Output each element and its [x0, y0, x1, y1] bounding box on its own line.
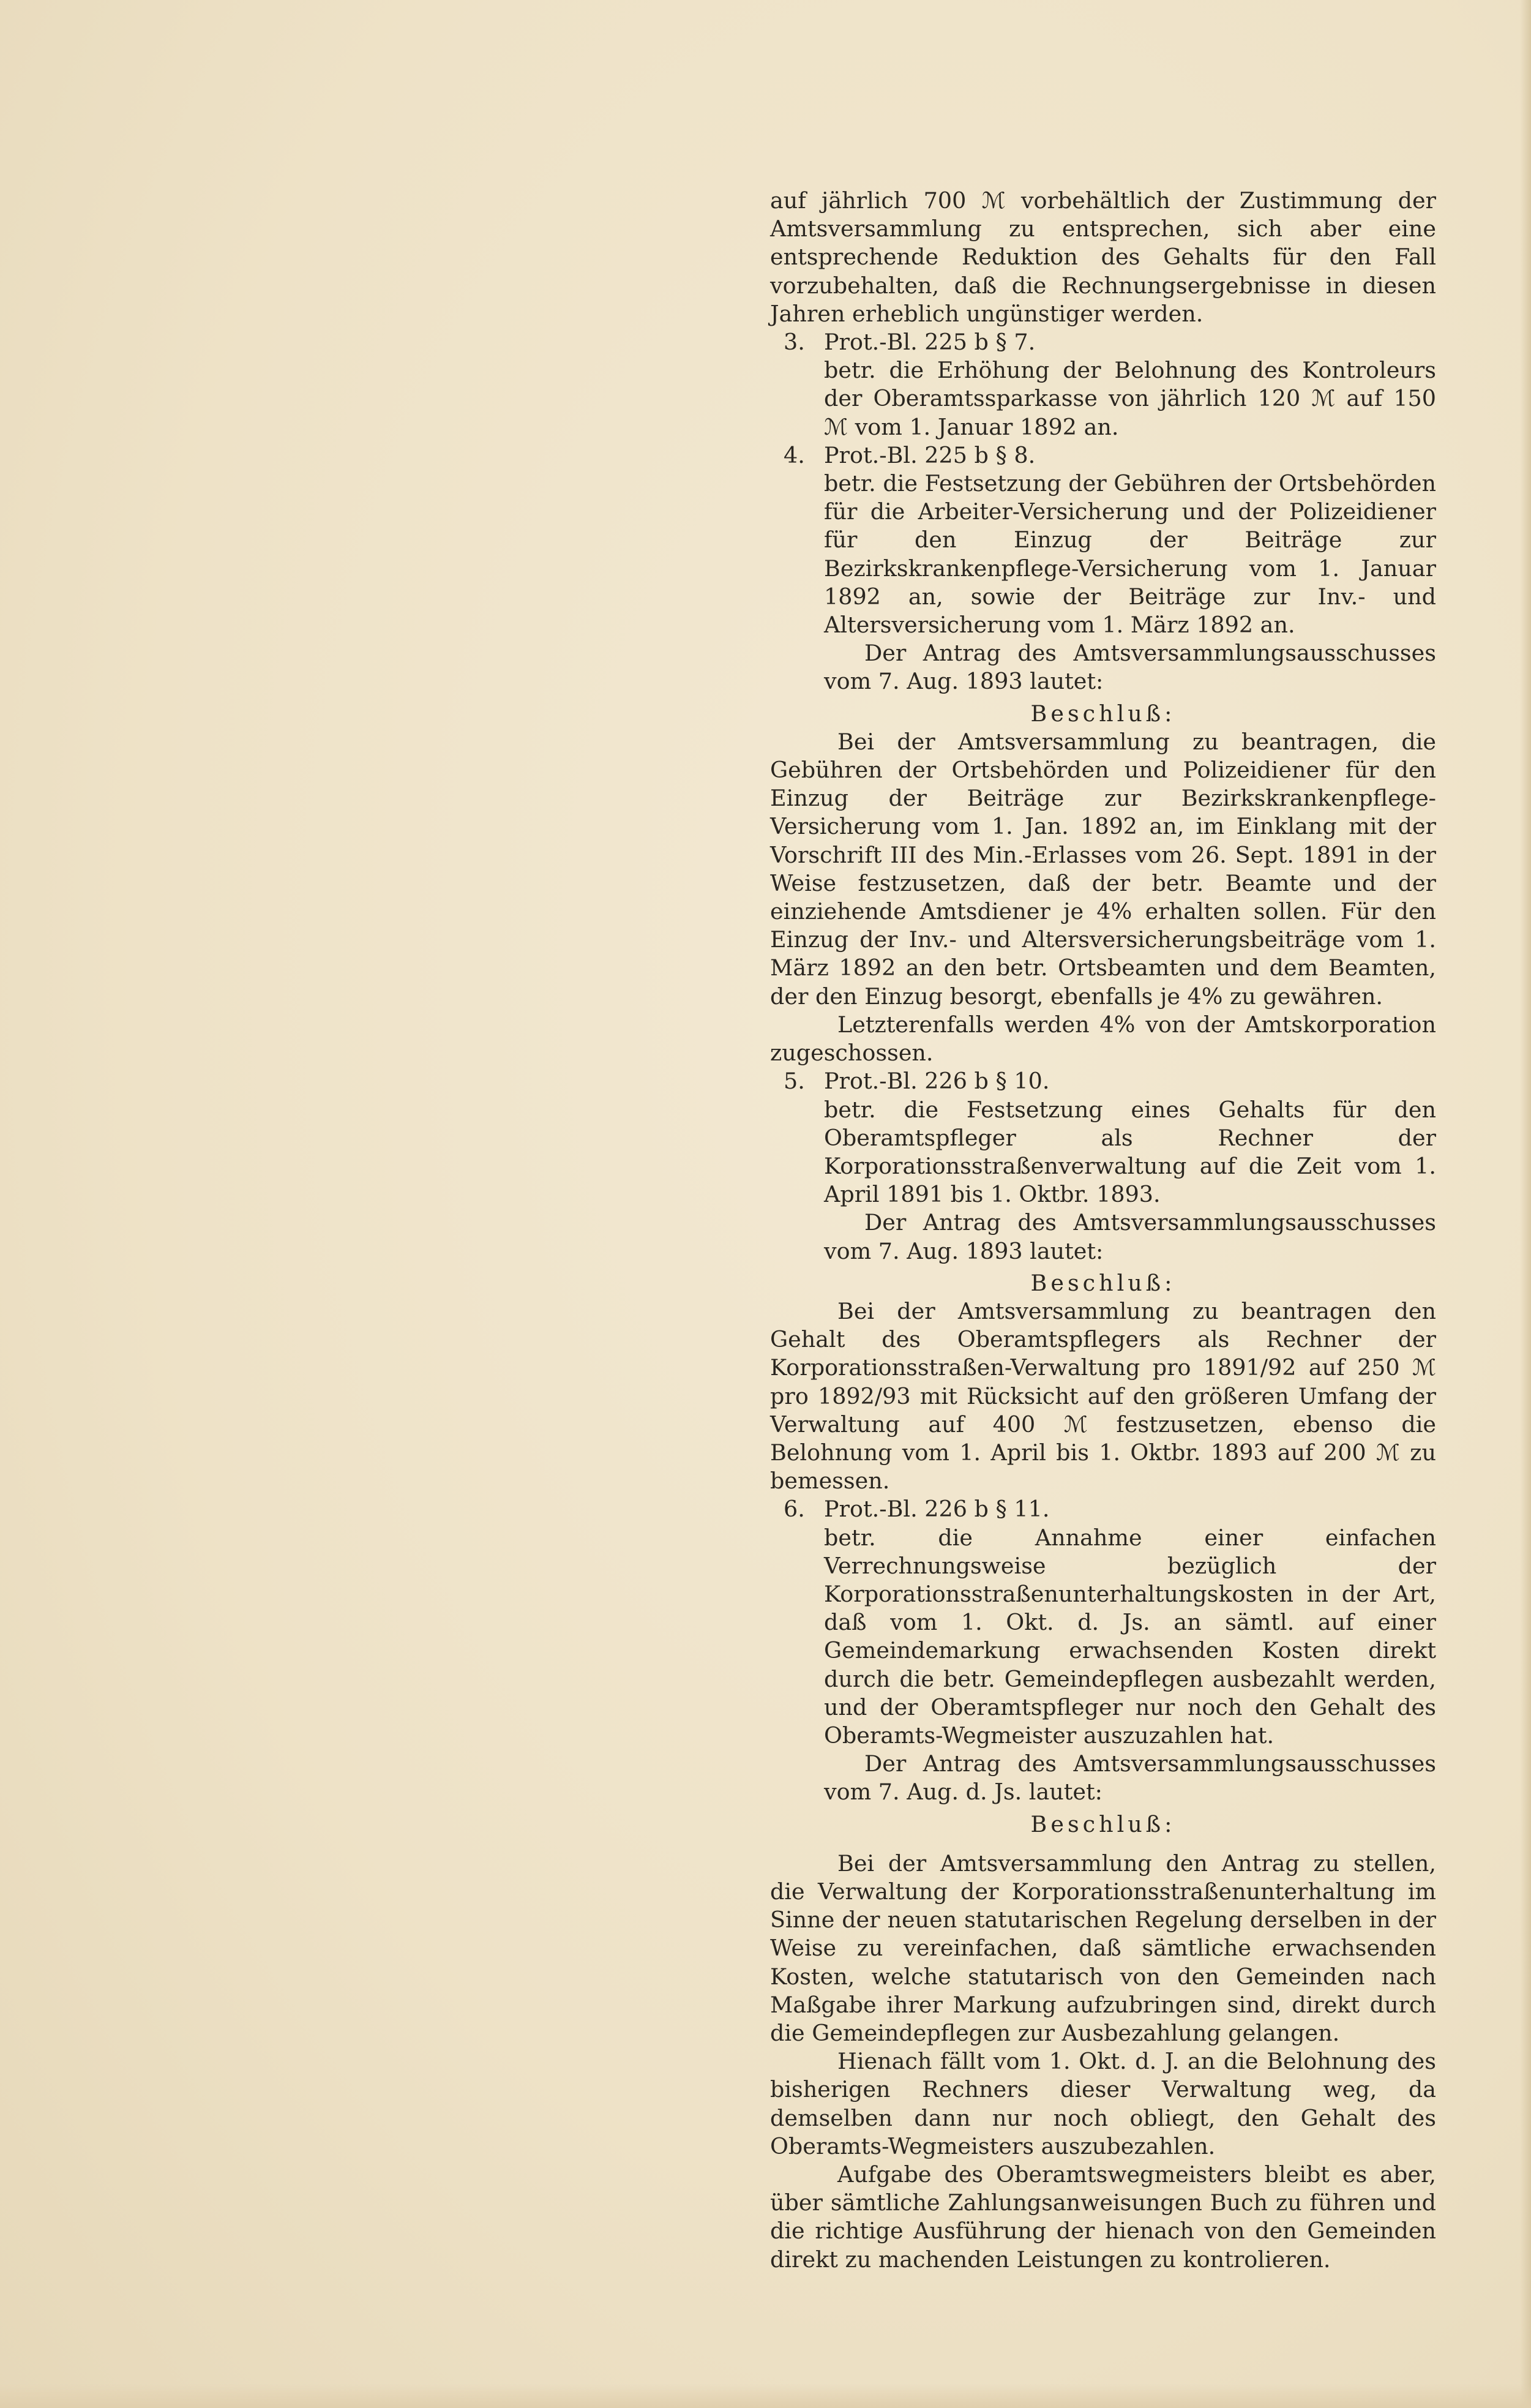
item-4	[770, 441, 1436, 696]
item-6	[770, 1495, 1436, 1806]
item-number: 6.	[784, 1496, 805, 1523]
antrag-text: Der Antrag des Amtsversammlungsausschusses vom 7. Aug. 1893 lautet:	[824, 640, 1436, 695]
antrag-text: Der Antrag des Amtsversammlungsausschusses vom 7. Aug. d. Js. lautet:	[824, 1750, 1436, 1806]
beschluss-paragraph: Bei der Amtsversammlung den Antrag zu stellen, die Verwaltung der Korporationsstraßenunterhaltung im Sinne der neuen statutarischen Regelung derselben in der Weise zu vereinfachen, daß sämtliche erwachsenden Kosten, welche statutarisch von den Gemeinden nach Maßgabe ihrer Markung aufzubringen sind, direkt durch die Gemeindepflegen zur Ausbezahlung gelangen.	[770, 1850, 1436, 2046]
item-number: 5.	[784, 1068, 805, 1095]
page-bottom-shadow	[0, 2384, 1531, 2408]
item-number: 3.	[784, 329, 805, 356]
page-edge-shadow	[1520, 0, 1531, 2408]
item-reference: Prot.-Bl. 225 b § 7.	[824, 329, 1036, 356]
item-reference: Prot.-Bl. 226 b § 11.	[824, 1496, 1050, 1523]
item-reference: Prot.-Bl. 225 b § 8.	[824, 441, 1036, 468]
item-text: betr. die Festsetzung der Gebühren der Ortsbehörden für die Arbeiter-Versicherung und der Polizeidiener für den Einzug der Beiträge zur Bezirkskrankenpflege-Versicherung vom 1. Januar 1892 an, sowie der Beiträge zur Inv.- und Altersversicherung vom 1. März 1892 an.	[824, 470, 1436, 639]
item-text: betr. die Festsetzung eines Gehalts für den Oberamtspfleger als Rechner der Korporationsstraßenverwaltung auf die Zeit vom 1. April 1891 bis 1. Oktbr. 1893.	[824, 1096, 1436, 1208]
beschluss-paragraph: Aufgabe des Oberamtswegmeisters bleibt es aber, über sämtliche Zahlungsanweisungen Buch zu führen und die richtige Ausführung der hienach von den Gemeinden direkt zu machenden Leistungen zu kontrolieren.	[770, 2161, 1436, 2273]
item-5	[770, 1067, 1436, 1265]
item-text: betr. die Erhöhung der Belohnung des Kontroleurs der Oberamtssparkasse von jährlich 120 ℳ auf 150 ℳ vom 1. Januar 1892 an.	[824, 357, 1436, 440]
text-column	[770, 187, 1436, 2274]
item-reference: Prot.-Bl. 226 b § 10.	[824, 1068, 1050, 1095]
beschluss-paragraph: Bei der Amtsversammlung zu beantragen, die Gebühren der Ortsbehörden und Polizeidiener für den Einzug der Beiträge zur Bezirkskrankenpflege-Versicherung vom 1. Jan. 1892 an, im Einklang mit der Vorschrift III des Min.-Erlasses vom 26. Sept. 1891 in der Weise festzusetzen, daß der betr. Beamte und der einziehende Amtsdiener je 4% erhalten sollen. Für den Einzug der Inv.- und Altersversicherungsbeiträge vom 1. März 1892 an den betr. Ortsbeamten und dem Beamten, der den Einzug besorgt, ebenfalls je 4% zu gewähren.	[770, 728, 1436, 1010]
beschluss-heading: Beschluß:	[1030, 1810, 1176, 1837]
item-3	[770, 328, 1436, 441]
item-number: 4.	[784, 441, 805, 468]
beschluss-paragraph: Letzterenfalls werden 4% von der Amtskorporation zugeschossen.	[770, 1011, 1436, 1067]
beschluss-paragraph: Hienach fällt vom 1. Okt. d. J. an die Belohnung des bisherigen Rechners dieser Verwaltung weg, da demselben dann nur noch obliegt, den Gehalt des Oberamts-Wegmeisters auszubezahlen.	[770, 2048, 1436, 2159]
item-text: betr. die Annahme einer einfachen Verrechnungsweise bezüglich der Korporationsstraßenunterhaltungskosten in der Art, daß vom 1. Okt. d. Js. an sämtl. auf einer Gemeindemarkung erwachsenden Kosten direkt durch die betr. Gemeindepflegen ausbezahlt werden, und der Oberamtspfleger nur noch den Gehalt des Oberamts-Wegmeister auszuzahlen hat.	[824, 1524, 1436, 1749]
beschluss-heading: Beschluß:	[1030, 700, 1176, 727]
beschluss-paragraph: Bei der Amtsversammlung zu beantragen den Gehalt des Oberamtspflegers als Rechner der Korporationsstraßen-Verwaltung pro 1891/92 auf 250 ℳ pro 1892/93 mit Rücksicht auf den größeren Umfang der Verwaltung auf 400 ℳ festzusetzen, ebenso die Belohnung vom 1. April bis 1. Oktbr. 1893 auf 200 ℳ zu bemessen.	[770, 1297, 1436, 1495]
intro-paragraph: auf jährlich 700 ℳ vorbehältlich der Zustimmung der Amtsversammlung zu entsprechen, sich aber eine entsprechende Reduktion des Gehalts für den Fall vorzubehalten, daß die Rechnungsergebnisse in diesen Jahren erheblich ungünstiger werden.	[770, 187, 1436, 327]
beschluss-heading: Beschluß:	[1030, 1269, 1176, 1296]
antrag-text: Der Antrag des Amtsversammlungsausschusses vom 7. Aug. 1893 lautet:	[824, 1209, 1436, 1264]
